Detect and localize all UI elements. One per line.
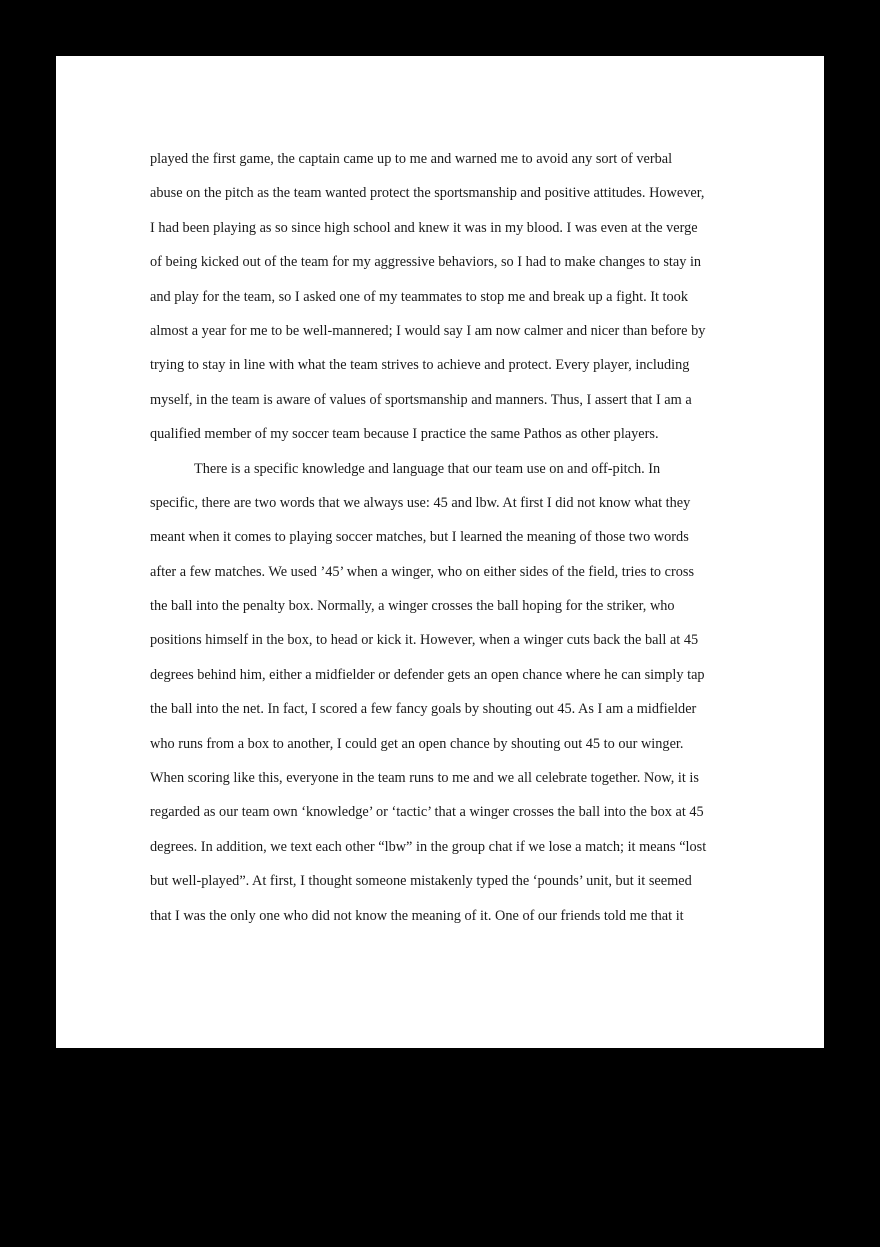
text-line: abuse on the pitch as the team wanted protect the sportsmanship and positive attitudes. However, <box>150 185 705 202</box>
essay-text-block <box>150 142 736 933</box>
text-line: degrees. In addition, we text each other “lbw” in the group chat if we lose a match; it means “lost <box>150 838 707 855</box>
text-line: meant when it comes to playing soccer matches, but I learned the meaning of those two words <box>150 529 689 546</box>
document-page <box>56 56 824 1048</box>
text-line: almost a year for me to be well-mannered; I would say I am now calmer and nicer than before by <box>150 322 706 339</box>
text-line: positions himself in the box, to head or kick it. However, when a winger cuts back the ball at 45 <box>150 632 699 649</box>
text-line: after a few matches. We used ’45’ when a winger, who on either sides of the field, tries to cross <box>150 563 695 580</box>
text-line: the ball into the net. In fact, I scored a few fancy goals by shouting out 45. As I am a midfielder <box>150 701 697 718</box>
text-line: specific, there are two words that we always use: 45 and lbw. At first I did not know what they <box>150 494 691 511</box>
text-line: regarded as our team own ‘knowledge’ or ‘tactic’ that a winger crosses the ball into the box at 45 <box>150 804 704 821</box>
text-line: but well-played”. At first, I thought someone mistakenly typed the ‘pounds’ unit, but it seemed <box>150 873 692 890</box>
text-line: qualified member of my soccer team because I practice the same Pathos as other players. <box>150 426 659 443</box>
text-line: the ball into the penalty box. Normally, a winger crosses the ball hoping for the striker, who <box>150 598 675 615</box>
text-line: played the first game, the captain came up to me and warned me to avoid any sort of verbal <box>150 151 673 167</box>
text-line: degrees behind him, either a midfielder or defender gets an open chance where he can simply tap <box>150 666 705 683</box>
text-line: of being kicked out of the team for my aggressive behaviors, so I had to make changes to stay in <box>150 254 702 271</box>
text-line: trying to stay in line with what the team strives to achieve and protect. Every player, including <box>150 357 690 374</box>
text-line: myself, in the team is aware of values of sportsmanship and manners. Thus, I assert that I am a <box>150 391 692 408</box>
text-line: When scoring like this, everyone in the team runs to me and we all celebrate together. Now, it is <box>150 770 699 787</box>
text-line: who runs from a box to another, I could get an open chance by shouting out 45 to our winger. <box>150 735 684 752</box>
text-line: and play for the team, so I asked one of my teammates to stop me and break up a fight. It took <box>150 288 688 305</box>
text-line: I had been playing as so since high school and knew it was in my blood. I was even at the verge <box>150 219 698 236</box>
text-line: that I was the only one who did not know the meaning of it. One of our friends told me that it <box>150 907 684 924</box>
text-line-paragraph-start: There is a specific knowledge and language that our team use on and off-pitch. In <box>194 460 661 477</box>
